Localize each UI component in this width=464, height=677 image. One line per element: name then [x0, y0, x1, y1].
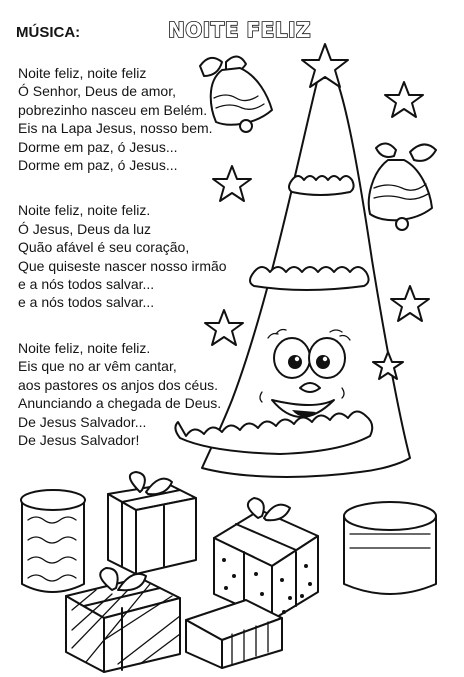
bell-right-icon	[369, 143, 436, 230]
verse-line: Eis que no ar vêm cantar,	[18, 358, 177, 375]
stanza-2	[18, 201, 227, 311]
music-label: MÚSICA:	[16, 24, 81, 41]
verse-line: De Jesus Salvador...	[18, 413, 147, 430]
stanza-3	[18, 339, 222, 449]
gift-box-icon	[186, 600, 282, 668]
verse-line: Eis na Lapa Jesus, nosso bem.	[18, 120, 213, 137]
verse-line: Que quiseste nascer nosso irmão	[18, 257, 227, 274]
verse-line: e a nós todos salvar...	[18, 294, 155, 311]
verse-line: Quão afável é seu coração,	[18, 239, 190, 256]
verse-line: Dorme em paz, ó Jesus...	[18, 157, 178, 174]
verse-line: Ó Senhor, Deus de amor,	[18, 83, 176, 100]
verse-line: Noite feliz, noite feliz	[18, 65, 147, 81]
verse-line: De Jesus Salvador!	[18, 431, 140, 448]
song-title: NOITE FELIZ	[168, 18, 311, 42]
lyrics	[18, 64, 227, 476]
verse-line: pobrezinho nasceu em Belém.	[18, 101, 208, 118]
verse-line: Ó Jesus, Deus da luz	[18, 220, 152, 237]
gift-box-icon	[108, 472, 196, 574]
verse-line: Noite feliz, noite feliz.	[18, 202, 151, 219]
verse-line: e a nós todos salvar...	[18, 276, 155, 293]
verse-line: aos pastores os anjos dos céus.	[18, 376, 219, 393]
verse-line: Noite feliz, noite feliz.	[18, 339, 151, 356]
round-gift-box-icon	[21, 490, 85, 592]
verse-line: Anunciando a chegada de Deus.	[18, 395, 222, 412]
gift-box-icon	[214, 498, 318, 620]
verse-line: Dorme em paz, ó Jesus...	[18, 138, 178, 155]
stanza-1	[18, 64, 218, 174]
round-gift-box-icon	[344, 502, 436, 594]
